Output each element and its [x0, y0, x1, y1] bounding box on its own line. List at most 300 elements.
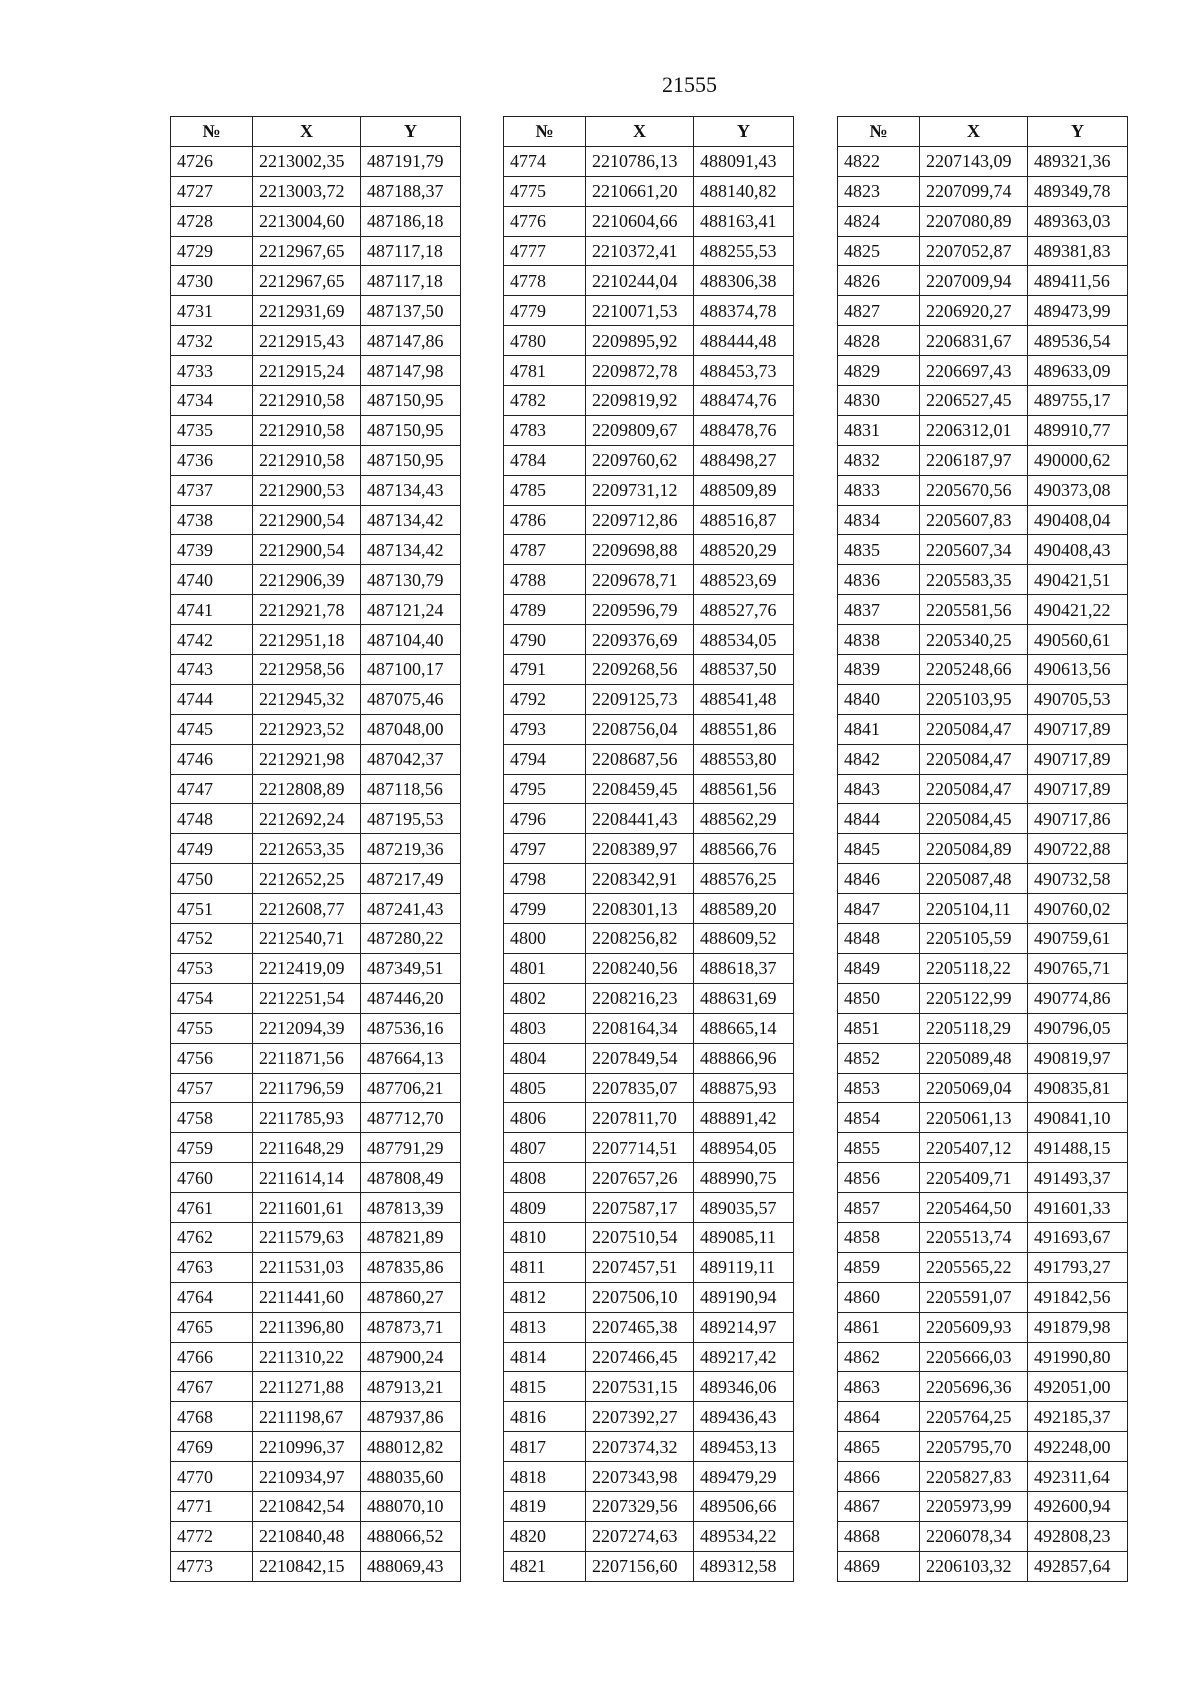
cell-y: 487075,46: [361, 684, 461, 714]
cell-x: 2205409,71: [920, 1163, 1028, 1193]
cell-num: 4843: [838, 774, 920, 804]
cell-num: 4804: [504, 1043, 586, 1073]
cell-num: 4784: [504, 445, 586, 475]
cell-y: 487900,24: [361, 1342, 461, 1372]
cell-x: 2212945,32: [253, 684, 361, 714]
cell-num: 4787: [504, 535, 586, 565]
table-row: [838, 924, 1128, 954]
cell-x: 2205103,95: [920, 684, 1028, 714]
table-row: [504, 445, 794, 475]
cell-num: 4740: [171, 565, 253, 595]
cell-x: 2205583,35: [920, 565, 1028, 595]
cell-y: 487860,27: [361, 1282, 461, 1312]
table-row: [171, 1163, 461, 1193]
cell-y: 487712,70: [361, 1103, 461, 1133]
cell-num: 4772: [171, 1521, 253, 1551]
table-row: [504, 505, 794, 535]
cell-x: 2205122,99: [920, 983, 1028, 1013]
cell-num: 4776: [504, 206, 586, 236]
cell-y: 492857,64: [1028, 1551, 1128, 1581]
cell-y: 488498,27: [694, 445, 794, 475]
table-row: [504, 176, 794, 206]
cell-x: 2209872,78: [586, 356, 694, 386]
cell-x: 2210244,04: [586, 266, 694, 296]
table-row: [171, 266, 461, 296]
cell-num: 4749: [171, 834, 253, 864]
table-row: [504, 834, 794, 864]
cell-y: 489536,54: [1028, 326, 1128, 356]
cell-num: 4743: [171, 655, 253, 685]
cell-num: 4764: [171, 1282, 253, 1312]
cell-x: 2212910,58: [253, 445, 361, 475]
cell-num: 4782: [504, 386, 586, 416]
cell-x: 2212958,56: [253, 655, 361, 685]
cell-y: 488631,69: [694, 983, 794, 1013]
cell-num: 4807: [504, 1133, 586, 1163]
cell-x: 2212967,65: [253, 236, 361, 266]
table-row: [838, 1491, 1128, 1521]
cell-num: 4855: [838, 1133, 920, 1163]
cell-y: 489312,58: [694, 1551, 794, 1581]
cell-y: 489119,11: [694, 1252, 794, 1282]
table-row: [171, 296, 461, 326]
table-row: [171, 356, 461, 386]
table-row: [838, 1402, 1128, 1432]
cell-x: 2212915,43: [253, 326, 361, 356]
cell-x: 2205670,56: [920, 475, 1028, 505]
cell-x: 2212900,53: [253, 475, 361, 505]
cell-x: 2205591,07: [920, 1282, 1028, 1312]
cell-num: 4853: [838, 1073, 920, 1103]
cell-num: 4827: [838, 296, 920, 326]
cell-y: 489479,29: [694, 1462, 794, 1492]
cell-x: 2210071,53: [586, 296, 694, 326]
cell-y: 487117,18: [361, 266, 461, 296]
cell-num: 4851: [838, 1013, 920, 1043]
cell-x: 2211796,59: [253, 1073, 361, 1103]
cell-num: 4803: [504, 1013, 586, 1043]
cell-num: 4727: [171, 176, 253, 206]
cell-num: 4741: [171, 595, 253, 625]
cell-num: 4728: [171, 206, 253, 236]
cell-num: 4747: [171, 774, 253, 804]
cell-y: 487186,18: [361, 206, 461, 236]
table-row: [504, 1013, 794, 1043]
table-row: [838, 953, 1128, 983]
cell-x: 2207587,17: [586, 1193, 694, 1223]
cell-num: 4850: [838, 983, 920, 1013]
cell-num: 4821: [504, 1551, 586, 1581]
table-row: [504, 1252, 794, 1282]
table-row: [504, 804, 794, 834]
table-row: [171, 326, 461, 356]
cell-x: 2205609,93: [920, 1312, 1028, 1342]
table-row: [838, 625, 1128, 655]
cell-y: 487219,36: [361, 834, 461, 864]
cell-x: 2213003,72: [253, 176, 361, 206]
cell-x: 2209678,71: [586, 565, 694, 595]
cell-x: 2205084,45: [920, 804, 1028, 834]
cell-x: 2212915,24: [253, 356, 361, 386]
cell-x: 2208756,04: [586, 714, 694, 744]
table-row: [171, 655, 461, 685]
cell-num: 4840: [838, 684, 920, 714]
table-row: [838, 1073, 1128, 1103]
cell-x: 2207374,32: [586, 1432, 694, 1462]
cell-num: 4753: [171, 953, 253, 983]
cell-y: 488553,80: [694, 744, 794, 774]
cell-x: 2209698,88: [586, 535, 694, 565]
cell-num: 4846: [838, 864, 920, 894]
table-row: [504, 774, 794, 804]
cell-x: 2211871,56: [253, 1043, 361, 1073]
header-y: Y: [361, 117, 461, 147]
cell-x: 2208459,45: [586, 774, 694, 804]
cell-x: 2209268,56: [586, 655, 694, 685]
cell-y: 490705,53: [1028, 684, 1128, 714]
cell-num: 4802: [504, 983, 586, 1013]
table-row: [838, 1103, 1128, 1133]
cell-x: 2210786,13: [586, 146, 694, 176]
cell-num: 4765: [171, 1312, 253, 1342]
cell-y: 492311,64: [1028, 1462, 1128, 1492]
cell-y: 490408,43: [1028, 535, 1128, 565]
cell-x: 2205581,56: [920, 595, 1028, 625]
cell-num: 4773: [171, 1551, 253, 1581]
table-row: [171, 1432, 461, 1462]
cell-num: 4757: [171, 1073, 253, 1103]
cell-y: 491488,15: [1028, 1133, 1128, 1163]
cell-x: 2208256,82: [586, 924, 694, 954]
cell-num: 4734: [171, 386, 253, 416]
cell-y: 490765,71: [1028, 953, 1128, 983]
cell-num: 4862: [838, 1342, 920, 1372]
cell-y: 488374,78: [694, 296, 794, 326]
cell-y: 487048,00: [361, 714, 461, 744]
table-row: [171, 386, 461, 416]
table-row: [504, 1282, 794, 1312]
cell-x: 2210661,20: [586, 176, 694, 206]
header-x: X: [586, 117, 694, 147]
table-row: [838, 1163, 1128, 1193]
table-row: [504, 595, 794, 625]
table-row: [838, 595, 1128, 625]
header-y: Y: [694, 117, 794, 147]
table-row: [838, 744, 1128, 774]
cell-num: 4785: [504, 475, 586, 505]
cell-x: 2207156,60: [586, 1551, 694, 1581]
cell-y: 490841,10: [1028, 1103, 1128, 1133]
cell-x: 2207465,38: [586, 1312, 694, 1342]
table-row: [504, 565, 794, 595]
table-row: [171, 505, 461, 535]
table-row: [504, 655, 794, 685]
cell-num: 4766: [171, 1342, 253, 1372]
cell-x: 2205089,48: [920, 1043, 1028, 1073]
cell-y: 490819,97: [1028, 1043, 1128, 1073]
cell-x: 2207457,51: [586, 1252, 694, 1282]
cell-x: 2208164,34: [586, 1013, 694, 1043]
table-row: [838, 146, 1128, 176]
cell-num: 4857: [838, 1193, 920, 1223]
table-row: [171, 1073, 461, 1103]
table-row: [504, 1462, 794, 1492]
cell-y: 488520,29: [694, 535, 794, 565]
table-row: [171, 1043, 461, 1073]
table-row: [504, 356, 794, 386]
cell-y: 489381,83: [1028, 236, 1128, 266]
cell-x: 2212910,58: [253, 415, 361, 445]
table-row: [171, 565, 461, 595]
cell-x: 2205764,25: [920, 1402, 1028, 1432]
cell-num: 4755: [171, 1013, 253, 1043]
table-row: [504, 1133, 794, 1163]
cell-num: 4806: [504, 1103, 586, 1133]
cell-x: 2212419,09: [253, 953, 361, 983]
cell-num: 4732: [171, 326, 253, 356]
cell-y: 488306,38: [694, 266, 794, 296]
table-row: [838, 386, 1128, 416]
cell-x: 2209596,79: [586, 595, 694, 625]
cell-y: 490421,22: [1028, 595, 1128, 625]
cell-y: 487134,42: [361, 535, 461, 565]
cell-y: 488566,76: [694, 834, 794, 864]
cell-x: 2205340,25: [920, 625, 1028, 655]
cell-y: 490421,51: [1028, 565, 1128, 595]
table-row: [838, 1432, 1128, 1462]
cell-num: 4780: [504, 326, 586, 356]
cell-y: 492808,23: [1028, 1521, 1128, 1551]
table-row: [504, 1372, 794, 1402]
cell-x: 2205104,11: [920, 894, 1028, 924]
cell-y: 490722,88: [1028, 834, 1128, 864]
table-row: [838, 326, 1128, 356]
cell-x: 2205248,66: [920, 655, 1028, 685]
cell-num: 4845: [838, 834, 920, 864]
coordinates-table-3: [837, 116, 1128, 1582]
cell-x: 2212608,77: [253, 894, 361, 924]
cell-y: 489085,11: [694, 1222, 794, 1252]
table-row: [171, 206, 461, 236]
cell-x: 2207143,09: [920, 146, 1028, 176]
table-row: [171, 1342, 461, 1372]
cell-num: 4778: [504, 266, 586, 296]
table-row: [838, 206, 1128, 236]
table-row: [504, 326, 794, 356]
cell-num: 4791: [504, 655, 586, 685]
cell-num: 4735: [171, 415, 253, 445]
page-number: 21555: [662, 72, 717, 97]
header-num: №: [504, 117, 586, 147]
table-row: [838, 1551, 1128, 1581]
cell-y: 488035,60: [361, 1462, 461, 1492]
cell-y: 488541,48: [694, 684, 794, 714]
cell-x: 2207811,70: [586, 1103, 694, 1133]
cell-x: 2205084,89: [920, 834, 1028, 864]
table-row: [504, 864, 794, 894]
table-row: [838, 684, 1128, 714]
cell-x: 2208389,97: [586, 834, 694, 864]
cell-num: 4801: [504, 953, 586, 983]
cell-num: 4777: [504, 236, 586, 266]
cell-y: 487191,79: [361, 146, 461, 176]
cell-x: 2206103,32: [920, 1551, 1028, 1581]
cell-x: 2205513,74: [920, 1222, 1028, 1252]
cell-y: 487100,17: [361, 655, 461, 685]
cell-y: 487134,42: [361, 505, 461, 535]
cell-x: 2212540,71: [253, 924, 361, 954]
cell-num: 4793: [504, 714, 586, 744]
table-row: [171, 1252, 461, 1282]
cell-num: 4859: [838, 1252, 920, 1282]
cell-y: 488523,69: [694, 565, 794, 595]
table-row: [171, 1133, 461, 1163]
cell-y: 490717,89: [1028, 744, 1128, 774]
cell-num: 4763: [171, 1252, 253, 1282]
cell-x: 2212951,18: [253, 625, 361, 655]
cell-num: 4751: [171, 894, 253, 924]
cell-num: 4768: [171, 1402, 253, 1432]
table-row: [504, 206, 794, 236]
cell-y: 487813,39: [361, 1193, 461, 1223]
cell-num: 4798: [504, 864, 586, 894]
cell-y: 488562,29: [694, 804, 794, 834]
cell-num: 4820: [504, 1521, 586, 1551]
table-row: [838, 834, 1128, 864]
cell-x: 2212251,54: [253, 983, 361, 1013]
cell-y: 490408,04: [1028, 505, 1128, 535]
cell-x: 2208216,23: [586, 983, 694, 1013]
header-x: X: [920, 117, 1028, 147]
table-row: [504, 535, 794, 565]
cell-x: 2205105,59: [920, 924, 1028, 954]
cell-y: 487147,98: [361, 356, 461, 386]
cell-y: 488069,43: [361, 1551, 461, 1581]
cell-y: 489035,57: [694, 1193, 794, 1223]
cell-x: 2206187,97: [920, 445, 1028, 475]
table-row: [838, 296, 1128, 326]
cell-num: 4729: [171, 236, 253, 266]
cell-x: 2212094,39: [253, 1013, 361, 1043]
table-row: [838, 176, 1128, 206]
table-row: [838, 714, 1128, 744]
cell-x: 2206920,27: [920, 296, 1028, 326]
table-row: [171, 744, 461, 774]
cell-y: 491793,27: [1028, 1252, 1128, 1282]
cell-y: 488255,53: [694, 236, 794, 266]
cell-num: 4836: [838, 565, 920, 595]
cell-y: 488516,87: [694, 505, 794, 535]
cell-num: 4809: [504, 1193, 586, 1223]
table-row: [171, 1103, 461, 1133]
cell-x: 2207714,51: [586, 1133, 694, 1163]
cell-y: 489346,06: [694, 1372, 794, 1402]
cell-num: 4790: [504, 625, 586, 655]
cell-y: 490732,58: [1028, 864, 1128, 894]
cell-y: 489349,78: [1028, 176, 1128, 206]
cell-y: 488527,76: [694, 595, 794, 625]
cell-x: 2209809,67: [586, 415, 694, 445]
cell-x: 2208301,13: [586, 894, 694, 924]
table-row: [504, 1432, 794, 1462]
cell-y: 489633,09: [1028, 356, 1128, 386]
cell-num: 4750: [171, 864, 253, 894]
cell-y: 488140,82: [694, 176, 794, 206]
cell-x: 2211601,61: [253, 1193, 361, 1223]
cell-num: 4864: [838, 1402, 920, 1432]
cell-y: 488589,20: [694, 894, 794, 924]
cell-y: 488066,52: [361, 1521, 461, 1551]
cell-x: 2205464,50: [920, 1193, 1028, 1223]
coordinates-table-1: [170, 116, 461, 1582]
cell-num: 4823: [838, 176, 920, 206]
table-row: [504, 1491, 794, 1521]
cell-num: 4810: [504, 1222, 586, 1252]
table-row: [171, 1013, 461, 1043]
table-row: [171, 236, 461, 266]
cell-num: 4866: [838, 1462, 920, 1492]
table-row: [171, 1491, 461, 1521]
table-row: [838, 774, 1128, 804]
cell-x: 2213004,60: [253, 206, 361, 236]
cell-num: 4730: [171, 266, 253, 296]
cell-x: 2210996,37: [253, 1432, 361, 1462]
cell-x: 2208342,91: [586, 864, 694, 894]
cell-num: 4767: [171, 1372, 253, 1402]
cell-y: 488444,48: [694, 326, 794, 356]
table-row: [838, 445, 1128, 475]
table-row: [171, 1312, 461, 1342]
cell-num: 4814: [504, 1342, 586, 1372]
cell-y: 487791,29: [361, 1133, 461, 1163]
header-y: Y: [1028, 117, 1128, 147]
cell-num: 4756: [171, 1043, 253, 1073]
cell-y: 491879,98: [1028, 1312, 1128, 1342]
cell-y: 488478,76: [694, 415, 794, 445]
table-row: [504, 236, 794, 266]
cell-x: 2205118,22: [920, 953, 1028, 983]
cell-y: 491493,37: [1028, 1163, 1128, 1193]
cell-y: 490760,02: [1028, 894, 1128, 924]
cell-num: 4854: [838, 1103, 920, 1133]
cell-x: 2205565,22: [920, 1252, 1028, 1282]
cell-num: 4726: [171, 146, 253, 176]
cell-num: 4794: [504, 744, 586, 774]
cell-y: 488561,56: [694, 774, 794, 804]
cell-y: 490759,61: [1028, 924, 1128, 954]
table-row: [171, 953, 461, 983]
cell-num: 4834: [838, 505, 920, 535]
table-row: [504, 894, 794, 924]
table-row: [838, 1252, 1128, 1282]
cell-y: 490717,89: [1028, 714, 1128, 744]
cell-num: 4865: [838, 1432, 920, 1462]
cell-y: 489190,94: [694, 1282, 794, 1312]
cell-y: 488990,75: [694, 1163, 794, 1193]
cell-y: 489755,17: [1028, 386, 1128, 416]
cell-y: 489910,77: [1028, 415, 1128, 445]
cell-num: 4736: [171, 445, 253, 475]
table-row: [171, 1282, 461, 1312]
cell-x: 2207657,26: [586, 1163, 694, 1193]
cell-y: 491693,67: [1028, 1222, 1128, 1252]
cell-x: 2209125,73: [586, 684, 694, 714]
cell-num: 4754: [171, 983, 253, 1013]
cell-num: 4739: [171, 535, 253, 565]
cell-y: 488609,52: [694, 924, 794, 954]
cell-y: 492185,37: [1028, 1402, 1128, 1432]
cell-num: 4797: [504, 834, 586, 864]
